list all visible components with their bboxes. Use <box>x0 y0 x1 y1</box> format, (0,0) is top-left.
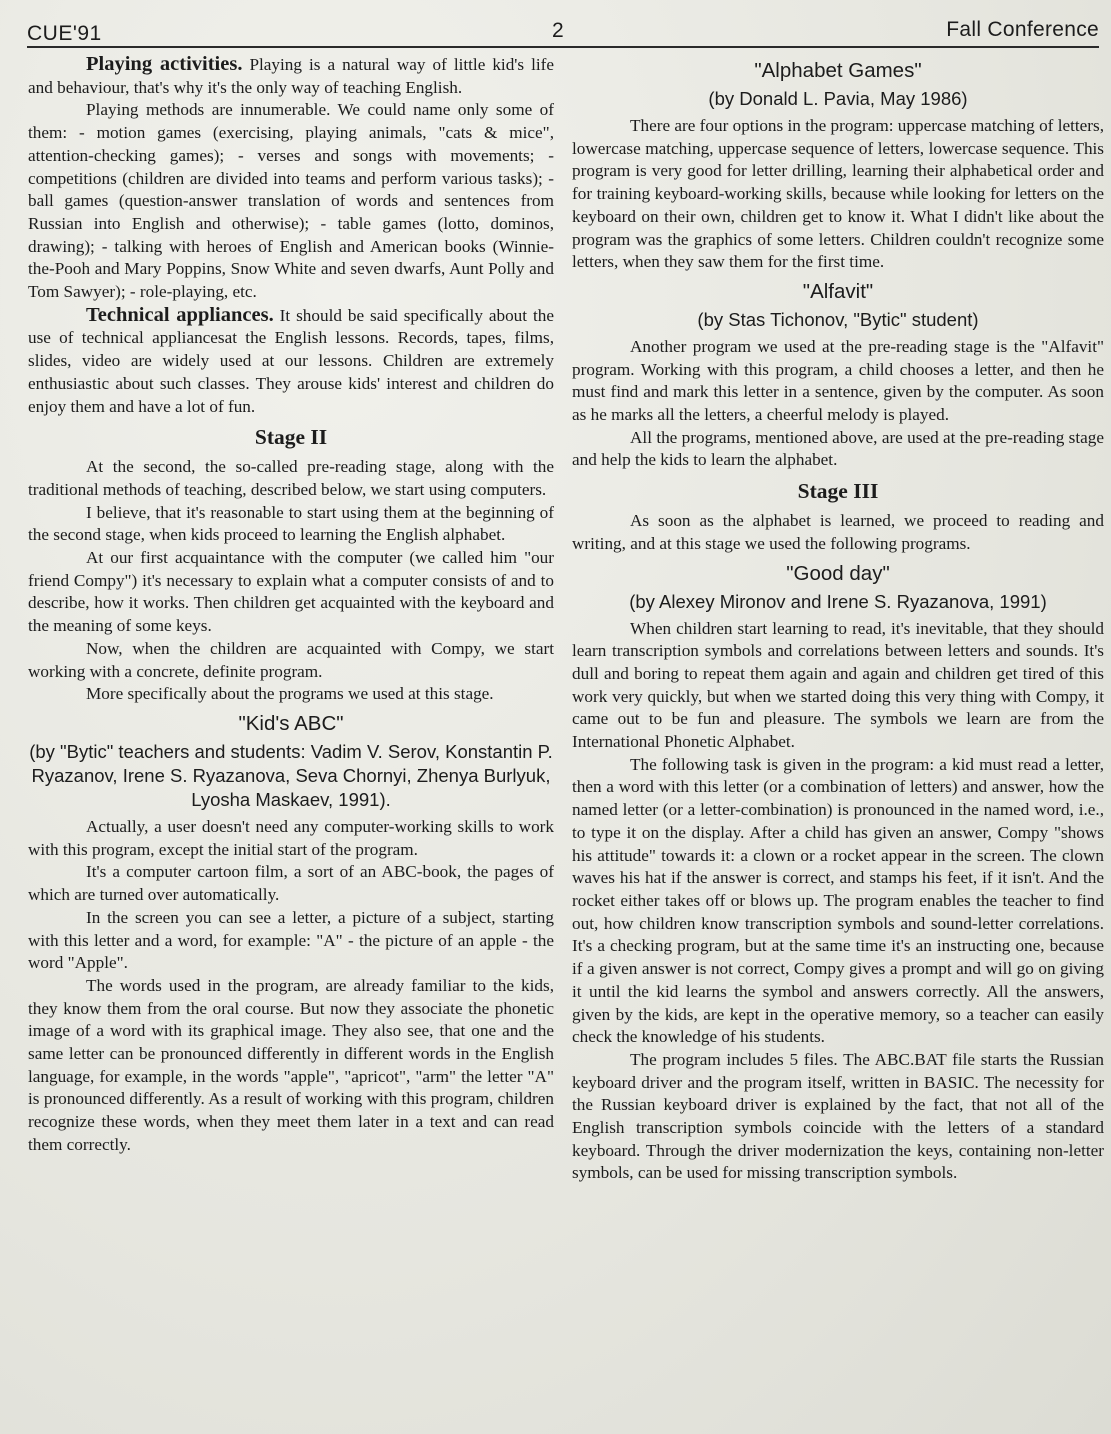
paragraph: All the programs, mentioned above, are used at the pre-reading stage and help the kids to learn the alphabet. <box>572 427 1104 470</box>
program-title: "Alfavit" <box>802 279 874 303</box>
conference-name: Fall Conference <box>946 18 1099 41</box>
paragraph <box>28 53 554 99</box>
program-authors: (by "Bytic" teachers and students: Vadim V. Serov, Konstantin P. Ryazanov, Irene S. Ryazanova, Seva Chornyi, Zhenya Burlyuk, Lyosha Maskaev, 1991). <box>29 740 553 810</box>
paragraph: It's a computer cartoon film, a sort of an ABC-book, the pages of which are turned over automatically. <box>28 862 554 905</box>
section-lead-playing: Playing activities. <box>86 53 243 75</box>
paragraph: Another program we used at the pre-reading stage is the "Alfavit" program. Working with this program, a child chooses a letter, and then he must find and mark this letter in a sentence, given by the computer. As soon as he marks all the letters, a cheerful melody is played. <box>572 336 1104 425</box>
publication-name: CUE'91 <box>27 22 102 45</box>
program-authors: (by Donald L. Pavia, May 1986) <box>708 88 968 109</box>
paragraph: There are four options in the program: uppercase matching of letters, lowercase matching, uppercase sequence of letters, lowercase sequence. This program is very good for letter drilling, learning their alphabetical order and for training keyboard-working skills, because while looking for letters on the keyboard on their own, children get to know it. What I didn't like about the program was the graphics of some letters. Children couldn't recognize some letters, when they saw them for the first time. <box>572 116 1104 272</box>
program-authors: (by Stas Tichonov, "Bytic" student) <box>697 308 979 330</box>
paragraph: Now, when the children are acquainted with Compy, we start working with a concrete, definite program. <box>28 638 554 681</box>
program-title: "Good day" <box>786 561 890 585</box>
paragraph-text: Playing is a natural way of little kid's life and behaviour, that's why it's the only way of teaching English. <box>28 55 554 97</box>
left-column <box>28 53 554 1157</box>
paragraph: The following task is given in the program: a kid must read a letter, then a word with this letter (or a combination of letters) and answer, how the named letter (or a letter-combination) is pronounced in the named word, i.e., to type it on the display. After a child has given an answer, Compy "shows his attitude" towards it: a clown or a rocket appear in the screen. The clown waves his hat if the answer is correct, and stamps his feet, if it isn't. And the rocket either takes off or blows up. The program enables the teacher to find out, how children know transcription symbols and sound-letter correlations. It's a checking program, but at the same time it's an instructing one, because if a given answer is not correct, Compy gives a prompt and will go on giving it until the kid learns the symbol and answers correctly. All the answers, given by the kids, are kept in the operative memory, so a teacher can easily check the knowledge of his students. <box>572 754 1104 1047</box>
paragraph: More specifically about the programs we used at this stage. <box>86 684 494 704</box>
paragraph: Actually, a user doesn't need any computer-working skills to work with this program, except the initial start of the program. <box>28 816 554 859</box>
page-number: 2 <box>552 19 564 42</box>
paragraph: The words used in the program, are already familiar to the kids, they know them from the oral course. But now they associate the phonetic image of a word with its graphical image. They also see, that one and the same letter can be pronounced differently in different words in the English language, for example, in the words "apple", "apricot", "arm" the letter "A" is pronounced differently. As a result of working with this program, children recognize these words, when they meet them later in a text and can read them correctly. <box>28 975 554 1154</box>
right-column <box>572 53 1104 1185</box>
stage-heading: Stage III <box>797 479 879 504</box>
page-header <box>27 12 1099 48</box>
paragraph: The program includes 5 files. The ABC.BAT file starts the Russian keyboard driver and the program itself, written in BASIC. The necessity for the Russian keyboard driver is explained by the fact, that not all of the English transcription symbols coincide with the letters of a standard keyboard. Through the driver modernization the keys, containing non-letter symbols, can be used for missing transcription symbols. <box>572 1049 1104 1183</box>
program-authors: (by Alexey Mironov and Irene S. Ryazanova, 1991) <box>629 590 1047 612</box>
program-title: "Alphabet Games" <box>754 59 922 82</box>
paragraph: At our first acquaintance with the computer (we called him "our friend Compy") it's necessary to explain what a computer consists of and to describe, how it works. Then children get acquainted with the keyboard and the meaning of some keys. <box>28 548 554 636</box>
paragraph: As soon as the alphabet is learned, we proceed to reading and writing, and at this stage we used the following programs. <box>572 511 1104 553</box>
paragraph: In the screen you can see a letter, a picture of a subject, starting with this letter and a word, for example: "A" - the picture of an apple - the word "Apple". <box>28 907 554 973</box>
paragraph: When children start learning to read, it's inevitable, that they should learn transcription symbols and correlations between letters and sounds. It's dull and boring to repeat them again and again and children get tired of this work very quickly, but when we started doing this very thing with Compy, it came out to be fun and pleasure. The symbols we learn are from the International Phonetic Alphabet. <box>572 618 1104 752</box>
program-title: "Kid's ABC" <box>238 711 344 735</box>
paragraph-text: It should be said specifically about the use of technical appliancesat the English lessons. Records, tapes, films, slides, video are widely used at our lessons. Children are extremely enthusiastic about such classes. They arouse kids' interest and children do enjoy them and have a lot of fun. <box>28 305 554 416</box>
paragraph: Playing methods are innumerable. We could name only some of them: - motion games (exercising, playing animals, "cats & mice", attention-checking games); - verses and songs with movements; - competitions (children are divided into teams and perform various tasks); - ball games (question-answer translation of words and sentences from Russian into English and otherwise); - table games (lotto, dominos, drawing); - talking with heroes of English and American books (Winnie-the-Pooh and Mary Poppins, Snow White and seven dwarfs, Aunt Polly and Tom Sawyer); - role-playing, etc. <box>28 100 554 302</box>
paragraph <box>28 304 554 419</box>
paragraph: At the second, the so-called pre-reading stage, along with the traditional methods of teaching, described below, we start using computers. <box>28 457 554 499</box>
section-lead-technical: Technical appliances. <box>86 303 274 326</box>
stage-heading: Stage II <box>254 425 328 450</box>
paragraph: I believe, that it's reasonable to start using them at the beginning of the second stage, when kids proceed to learning the English alphabet. <box>28 502 554 545</box>
